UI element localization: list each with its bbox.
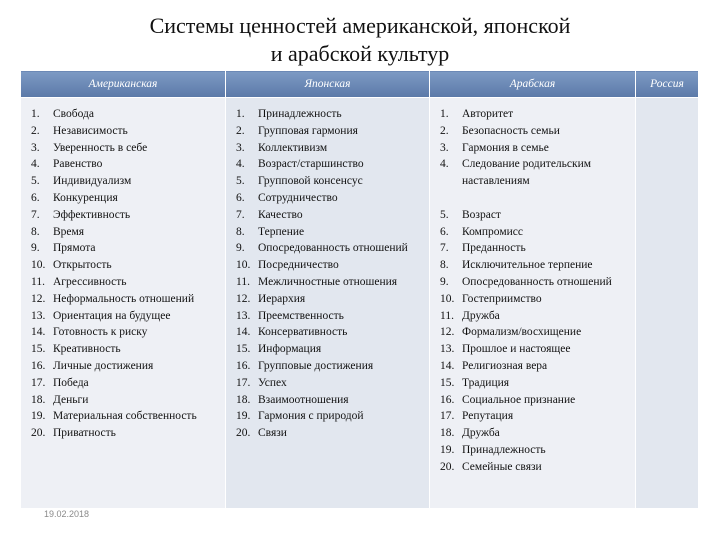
japanese-values-list — [228, 106, 427, 442]
arab-value-item — [432, 324, 633, 341]
item-number: 19. — [31, 410, 46, 423]
item-text: Успех — [258, 376, 287, 389]
item-text: Преданность — [462, 242, 526, 255]
item-text: Креативность — [53, 343, 121, 356]
item-text: Коллективизм — [258, 141, 328, 154]
item-text: Дружба — [462, 427, 500, 440]
item-text: Традиция — [462, 376, 510, 389]
item-number: 1. — [440, 108, 449, 120]
item-text: Групповые достижения — [258, 359, 374, 372]
arab-value-item — [432, 442, 633, 459]
russia-column — [636, 98, 699, 509]
item-text: Социальное признание — [462, 393, 576, 406]
item-text: Информация — [258, 343, 322, 356]
japanese-value-item — [228, 140, 427, 157]
item-number: 9. — [31, 242, 40, 255]
item-number: 17. — [31, 376, 46, 389]
arab-value-item — [432, 341, 633, 358]
item-text: Прошлое и настоящее — [462, 343, 571, 356]
item-number: 16. — [236, 359, 251, 372]
american-value-item — [23, 308, 223, 325]
item-text: Опосредованность отношений — [258, 242, 408, 255]
item-text: Неформальность отношений — [53, 292, 195, 305]
japanese-value-item — [228, 308, 427, 325]
item-number: 12. — [236, 292, 251, 305]
header-japanese: Японская — [226, 71, 430, 98]
arab-value-item — [432, 106, 633, 123]
item-text: Агрессивность — [53, 275, 127, 288]
japanese-value-item — [228, 392, 427, 409]
item-number: 14. — [440, 359, 455, 372]
item-text: Конкуренция — [53, 191, 118, 204]
american-value-item — [23, 224, 223, 241]
arab-column — [430, 98, 636, 509]
item-number: 1. — [31, 108, 40, 120]
item-text: Индивидуализм — [53, 175, 132, 188]
slide-title — [0, 12, 720, 68]
item-number: 16. — [31, 359, 46, 372]
japanese-value-item — [228, 156, 427, 173]
japanese-value-item — [228, 425, 427, 442]
item-text: Взаимоотношения — [258, 393, 349, 406]
item-text: Эффективность — [53, 208, 131, 221]
arab-value-item — [432, 274, 633, 291]
item-text: Безопасность семьи — [462, 124, 560, 137]
item-number: 8. — [31, 225, 40, 238]
item-text: Готовность к риску — [53, 326, 148, 339]
item-text: Преемственность — [258, 309, 344, 322]
item-text: Гостеприимство — [462, 292, 542, 305]
arab-value-item — [432, 392, 633, 409]
item-number: 6. — [31, 191, 40, 204]
japanese-value-item — [228, 324, 427, 341]
item-text: Свобода — [53, 108, 94, 120]
header-row — [21, 71, 699, 98]
japanese-value-item — [228, 123, 427, 140]
arab-value-item — [432, 408, 633, 425]
item-text: Материальная собственность — [53, 410, 197, 423]
item-number: 13. — [440, 343, 455, 356]
item-number: 7. — [440, 242, 449, 255]
item-text: Семейные связи — [462, 460, 542, 473]
item-text: Опосредованность отношений — [462, 275, 612, 288]
american-value-item — [23, 375, 223, 392]
item-number: 3. — [31, 141, 40, 154]
title-line-1: Системы ценностей американской, японской — [149, 13, 571, 38]
item-text: Принадлежность — [258, 108, 342, 120]
item-text: Принадлежность — [462, 443, 546, 456]
arab-value-item — [432, 257, 633, 274]
item-text: Групповая гармония — [258, 124, 358, 137]
item-number: 15. — [236, 343, 251, 356]
japanese-value-item — [228, 408, 427, 425]
item-number: 20. — [236, 427, 251, 440]
arab-value-item — [432, 207, 633, 224]
item-number: 9. — [440, 275, 449, 288]
american-value-item — [23, 173, 223, 190]
item-number — [432, 190, 462, 207]
item-number: 10. — [236, 259, 251, 272]
item-number: 11. — [440, 309, 454, 322]
arab-value-item — [432, 375, 633, 392]
item-text: Связи — [258, 427, 287, 440]
arab-value-item — [432, 156, 633, 190]
japanese-value-item — [228, 257, 427, 274]
item-text: Гармония в семье — [462, 141, 549, 154]
japanese-value-item — [228, 224, 427, 241]
arab-value-item — [432, 224, 633, 241]
american-value-item — [23, 156, 223, 173]
item-text: Победа — [53, 376, 89, 389]
arab-values-list — [432, 106, 633, 476]
item-number: 2. — [31, 124, 40, 137]
title-line-2: и арабской культур — [270, 41, 450, 66]
item-number: 5. — [31, 175, 40, 188]
arab-value-item — [432, 425, 633, 442]
american-value-item — [23, 207, 223, 224]
american-value-item — [23, 291, 223, 308]
item-number: 10. — [31, 259, 46, 272]
item-text: Равенство — [53, 158, 103, 171]
arab-value-item — [432, 459, 633, 476]
japanese-column — [226, 98, 430, 509]
arab-value-item — [432, 190, 633, 207]
body-row — [21, 98, 699, 509]
item-text: Исключительное терпение — [462, 259, 593, 272]
header-russia: Россия — [636, 71, 699, 98]
japanese-value-item — [228, 358, 427, 375]
item-text: Посредничество — [258, 259, 339, 272]
japanese-value-item — [228, 375, 427, 392]
japanese-value-item — [228, 190, 427, 207]
american-value-item — [23, 257, 223, 274]
item-number: 9. — [236, 242, 245, 255]
item-number: 2. — [440, 124, 449, 137]
header-arab: Арабская — [430, 71, 636, 98]
item-number: 11. — [31, 275, 45, 288]
item-number: 14. — [236, 326, 251, 339]
item-text: Сотрудничество — [258, 191, 338, 204]
item-text: Иерархия — [258, 292, 306, 305]
item-text: Открытость — [53, 259, 112, 272]
item-number: 6. — [236, 191, 245, 204]
american-column — [21, 98, 226, 509]
item-number: 4. — [31, 158, 40, 171]
item-number: 19. — [440, 443, 455, 456]
item-number: 18. — [236, 393, 251, 406]
item-number: 15. — [440, 376, 455, 389]
values-table — [20, 70, 699, 508]
item-number: 10. — [440, 292, 455, 305]
item-text: Личные достижения — [53, 359, 154, 372]
item-text: Уверенность в себе — [53, 141, 148, 154]
item-number: 1. — [236, 108, 245, 120]
arab-value-item — [432, 240, 633, 257]
item-number: 17. — [236, 376, 251, 389]
item-text — [462, 190, 633, 207]
item-text: Следование родительским наставлениям — [462, 158, 592, 188]
item-number: 4. — [236, 158, 245, 171]
american-value-item — [23, 408, 223, 425]
item-text: Приватность — [53, 427, 116, 440]
item-text: Дружба — [462, 309, 500, 322]
item-text: Деньги — [53, 393, 89, 406]
arab-value-item — [432, 291, 633, 308]
japanese-value-item — [228, 173, 427, 190]
item-text: Возраст/старшинство — [258, 158, 364, 171]
japanese-value-item — [228, 240, 427, 257]
item-text: Групповой консенсус — [258, 175, 363, 188]
item-number: 20. — [440, 460, 455, 473]
item-number: 16. — [440, 393, 455, 406]
item-number: 12. — [31, 292, 46, 305]
item-text: Возраст — [462, 208, 501, 221]
item-text: Терпение — [258, 225, 305, 238]
item-number: 15. — [31, 343, 46, 356]
item-number: 12. — [440, 326, 455, 339]
arab-value-item — [432, 308, 633, 325]
slide-date: 19.02.2018 — [44, 509, 90, 519]
item-number: 6. — [440, 225, 449, 238]
american-values-list — [23, 106, 223, 442]
item-number: 2. — [236, 124, 245, 137]
arab-value-item — [432, 358, 633, 375]
item-text: Репутация — [462, 410, 514, 423]
item-text: Качество — [258, 208, 303, 221]
item-text: Гармония с природой — [258, 410, 364, 423]
item-number: 20. — [31, 427, 46, 440]
item-number: 4. — [440, 158, 449, 171]
item-number: 19. — [236, 410, 251, 423]
item-number: 13. — [31, 309, 46, 322]
japanese-value-item — [228, 341, 427, 358]
item-text: Формализм/восхищение — [462, 326, 582, 339]
american-value-item — [23, 106, 223, 123]
item-number: 18. — [31, 393, 46, 406]
japanese-value-item — [228, 106, 427, 123]
japanese-value-item — [228, 291, 427, 308]
item-number: 3. — [236, 141, 245, 154]
american-value-item — [23, 274, 223, 291]
item-text: Время — [53, 225, 85, 238]
item-text: Ориентация на будущее — [53, 309, 171, 322]
american-value-item — [23, 425, 223, 442]
item-number: 7. — [31, 208, 40, 221]
item-text: Авторитет — [462, 108, 514, 120]
american-value-item — [23, 240, 223, 257]
item-number: 5. — [236, 175, 245, 188]
item-text: Прямота — [53, 242, 96, 255]
item-text: Религиозная вера — [462, 359, 548, 372]
item-number: 11. — [236, 275, 250, 288]
item-number: 18. — [440, 427, 455, 440]
item-number: 8. — [440, 259, 449, 272]
japanese-value-item — [228, 274, 427, 291]
item-number: 14. — [31, 326, 46, 339]
item-number: 3. — [440, 141, 449, 154]
item-number: 8. — [236, 225, 245, 238]
american-value-item — [23, 392, 223, 409]
american-value-item — [23, 190, 223, 207]
item-number: 13. — [236, 309, 251, 322]
item-text: Независимость — [53, 124, 128, 137]
american-value-item — [23, 123, 223, 140]
item-number: 5. — [440, 208, 449, 221]
item-number: 7. — [236, 208, 245, 221]
arab-value-item — [432, 140, 633, 157]
american-value-item — [23, 358, 223, 375]
header-american: Американская — [21, 71, 226, 98]
american-value-item — [23, 324, 223, 341]
item-number: 17. — [440, 410, 455, 423]
japanese-value-item — [228, 207, 427, 224]
item-text: Компромисс — [462, 225, 523, 238]
american-value-item — [23, 140, 223, 157]
arab-value-item — [432, 123, 633, 140]
item-text: Межличностные отношения — [258, 275, 398, 288]
item-text: Консервативность — [258, 326, 348, 339]
american-value-item — [23, 341, 223, 358]
